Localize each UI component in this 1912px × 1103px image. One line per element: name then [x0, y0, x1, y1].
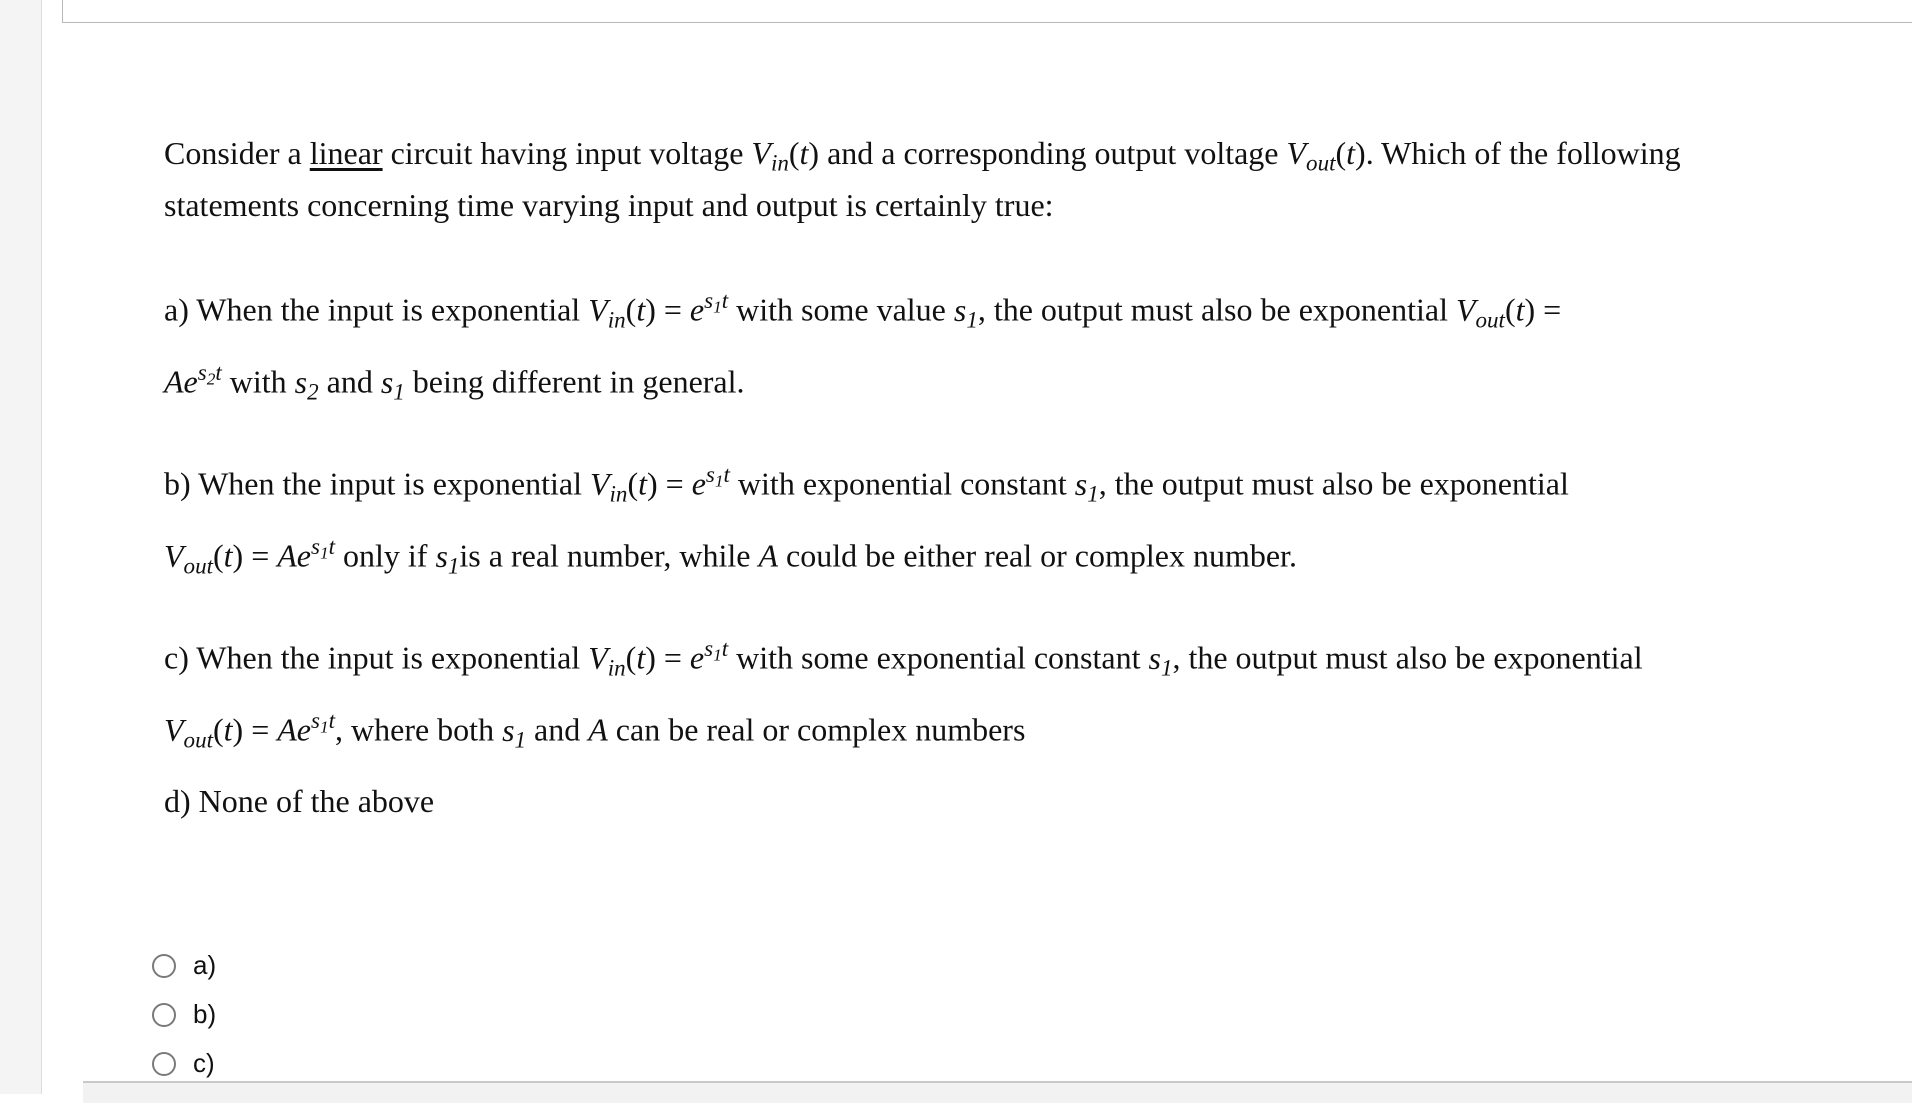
option-a-line2: $Ae^{s2t}$ with $s_2$ and $s_1$ being different in general.	[164, 359, 745, 405]
option-c-line2: $V_{out}(t) = Ae^{s1t}$, where both $s_1$ and A can be real or complex numbers	[164, 707, 1026, 753]
answer-choice-label: c)	[193, 1048, 215, 1078]
radio-button-icon[interactable]	[152, 1003, 176, 1027]
answer-choice-a[interactable]	[152, 941, 216, 990]
radio-button-icon[interactable]	[152, 1052, 176, 1076]
question-intro-line1: Consider a linear circuit having input voltage $V_{in}(t)$ and a corresponding output voltage $V_{out}(t)$. Which of the following	[164, 135, 1681, 176]
answer-choice-label: a)	[193, 950, 217, 980]
option-a-line1: a) When the input is exponential $V_{in}(t) = e^{s1t}$ with some value $s_1$, the output must also be exponential $V_{out}(t)$ =	[164, 287, 1562, 333]
linear-underlined-term: linear	[309, 135, 383, 171]
answer-choice-label: b)	[193, 999, 217, 1029]
option-b-line1: b) When the input is exponential $V_{in}(t) = e^{s1t}$ with exponential constant $s_1$, the output must also be exponential	[164, 461, 1569, 507]
top-panel-border	[62, 0, 1912, 23]
option-d-text: d) None of the above	[164, 783, 435, 819]
bottom-scroll-bar	[83, 1081, 1912, 1103]
option-c-line1: c) When the input is exponential $V_{in}(t) = e^{s1t}$ with some exponential constant $s_1$, the output must also be exponential	[164, 635, 1643, 681]
answer-choice-b[interactable]	[152, 990, 216, 1039]
answer-choices	[152, 941, 216, 1088]
left-gutter	[0, 0, 42, 1094]
radio-button-icon[interactable]	[152, 954, 176, 978]
option-b-line2: $V_{out}(t) = Ae^{s1t}$ only if $s_1is$ a real number, while A could be either real or complex number.	[164, 533, 1297, 579]
question-intro-line2: statements concerning time varying input and output is certainly true:	[164, 187, 1054, 223]
